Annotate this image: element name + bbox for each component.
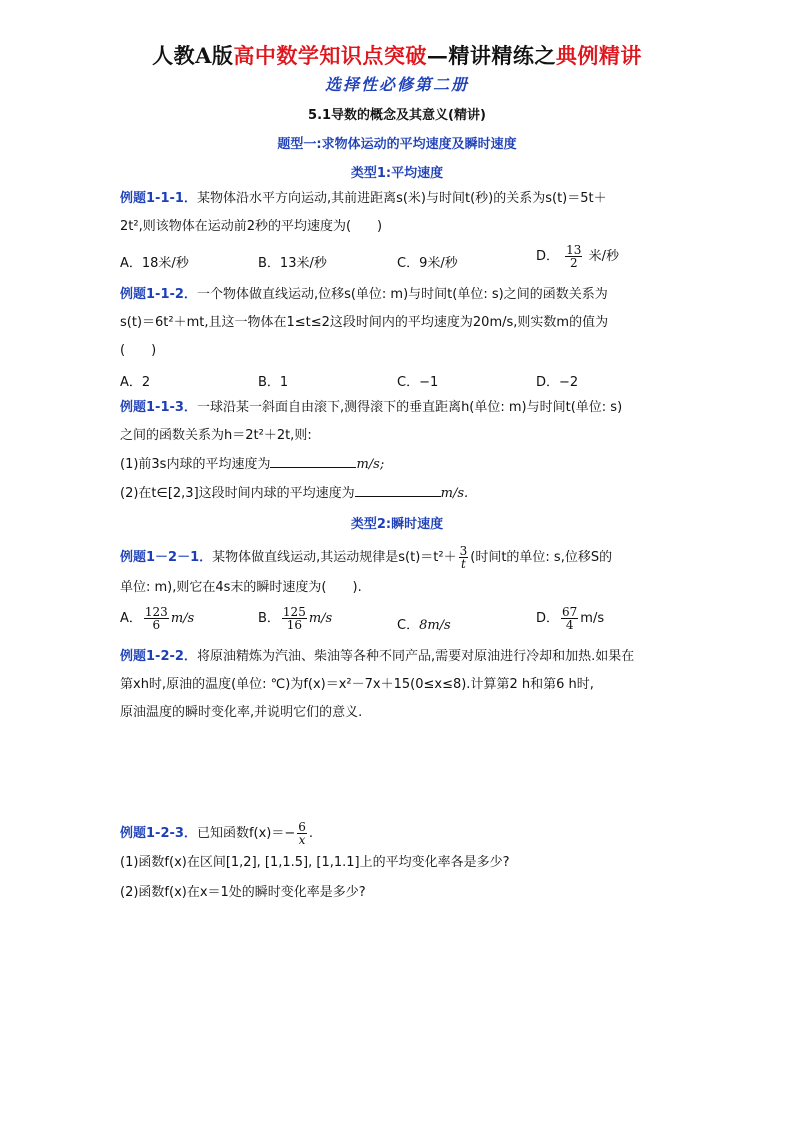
example-label: 例题1-1-2．	[120, 287, 197, 302]
option-unit: m/s	[580, 611, 605, 626]
option-a: A．18米/秒	[120, 256, 189, 271]
fraction-numerator: 6	[298, 820, 306, 834]
title-part-2: 高中数学知识点突破	[233, 43, 427, 68]
question-text: (1)前3s内球的平均速度为	[120, 457, 271, 472]
example-1-1-2-options	[0, 371, 794, 391]
example-text: 一球沿某一斜面自由滚下,测得滚下的垂直距离h(单位: m)与时间t(单位: s)	[196, 400, 623, 415]
document-title	[0, 40, 794, 70]
answer-unit: m/s;	[356, 457, 385, 472]
option-unit: 8m/s	[419, 618, 451, 633]
example-text: 某物体做直线运动,其运动规律是s(t)＝t²＋	[212, 550, 457, 565]
example-text-end: .	[308, 826, 314, 841]
example-1-2-2-line-2: 第xh时,原油的温度(单位: ℃)为f(x)＝x²－7x＋15(0≤x≤8).计算第2 h和第6 h时,	[120, 677, 594, 692]
option-fraction	[282, 606, 307, 631]
option-fraction	[561, 606, 578, 631]
example-label: 例题1-1-3．	[120, 400, 197, 415]
fraction-denominator: 4	[565, 618, 574, 632]
fraction-6-over-x	[297, 821, 307, 846]
option-letter: A．	[120, 611, 142, 626]
example-1-1-3-question-1	[120, 455, 384, 475]
example-label: 例题1-2-3．	[120, 826, 197, 841]
type-1-heading: 类型1:平均速度	[350, 166, 444, 181]
option-letter: B．	[258, 611, 280, 626]
fraction-denominator: 16	[286, 618, 303, 632]
option-d-unit: 米/秒	[588, 249, 619, 264]
example-1-2-3-line-1	[120, 821, 313, 846]
option-letter: C．	[397, 618, 420, 633]
document-subtitle: 选择性必修第二册	[324, 75, 469, 94]
section-title: 5.1导数的概念及其意义(精讲)	[308, 108, 486, 123]
option-b: B．1	[258, 375, 289, 390]
example-label: 例题1-1-1．	[120, 191, 197, 206]
fraction-denominator: 6	[152, 618, 161, 632]
option-a: A．2	[120, 375, 151, 390]
option-fraction	[144, 606, 169, 631]
example-1-2-3-question-2: (2)函数f(x)在x＝1处的瞬时变化率是多少?	[120, 885, 366, 900]
example-1-2-3-question-1: (1)函数f(x)在区间[1,2], [1,1.5], [1,1.1]上的平均变化率各是多少?	[120, 855, 510, 870]
fraction-denominator: t	[461, 557, 466, 571]
example-1-2-1-line-2: 单位: m),则它在4s末的瞬时速度为( ).	[120, 580, 362, 595]
example-1-1-1-line-1	[120, 189, 607, 209]
fraction-numerator: 125	[282, 605, 306, 619]
example-1-1-3-line-2: 之间的函数关系为h＝2t²＋2t,则:	[120, 428, 312, 443]
option-b: B．13米/秒	[258, 256, 327, 271]
example-1-1-2-line-2: s(t)＝6t²＋mt,且这一物体在1≤t≤2这段时间内的平均速度为20m/s,则实数m的值为	[120, 315, 609, 330]
fraction-numerator: 67	[562, 605, 578, 619]
option-d-fraction	[565, 244, 582, 269]
question-text: (2)在t∈[2,3]这段时间内球的平均速度为	[120, 486, 355, 501]
example-text: 某物体沿水平方向运动,其前进距离s(米)与时间t(秒)的关系为s(t)＝5t＋	[196, 191, 607, 206]
option-d: D．−2	[536, 375, 579, 390]
option-d-letter: D．	[536, 249, 560, 264]
title-part-1: 人教A版	[152, 43, 234, 68]
example-text-continued: (时间t的单位: s,位移S的	[470, 550, 613, 565]
option-c	[397, 614, 451, 633]
example-text: 将原油精炼为汽油、柴油等各种不同产品,需要对原油进行冷却和加热.如果在	[196, 649, 635, 664]
example-1-1-3-line-1	[120, 398, 622, 418]
example-1-2-1-line-1	[120, 545, 612, 570]
option-letter: D．	[536, 611, 560, 626]
fraction-numerator: 13	[566, 243, 582, 257]
title-part-4: 典例精讲	[555, 43, 642, 68]
fraction-denominator: 2	[569, 256, 578, 270]
section-heading: 题型一:求物体运动的平均速度及瞬时速度	[277, 137, 517, 152]
option-b	[258, 606, 332, 631]
example-1-1-1-line-2: 2t²,则该物体在运动前2秒的平均速度为( )	[120, 219, 383, 234]
example-1-2-2-line-3: 原油温度的瞬时变化率,并说明它们的意义.	[120, 705, 363, 720]
example-label: 例题1-2-2．	[120, 649, 197, 664]
answer-unit: m/s.	[440, 486, 469, 501]
fraction-3-over-t	[459, 545, 469, 570]
example-1-1-1-options	[0, 243, 794, 274]
example-text: 一个物体做直线运动,位移s(单位: m)与时间t(单位: s)之间的函数关系为	[196, 287, 608, 302]
option-d	[536, 244, 619, 269]
option-c: C．9米/秒	[397, 256, 458, 271]
answer-blank	[355, 484, 441, 497]
option-unit: m/s	[308, 611, 333, 626]
example-1-2-2-line-1	[120, 647, 634, 667]
option-d	[536, 606, 604, 631]
option-unit: m/s	[170, 611, 195, 626]
answer-blank	[270, 455, 356, 468]
example-1-2-1-options	[0, 606, 794, 640]
fraction-numerator: 123	[144, 605, 168, 619]
title-part-3: —精讲精练之	[426, 43, 556, 68]
type-2-heading: 类型2:瞬时速度	[350, 517, 444, 532]
example-1-1-2-line-1	[120, 285, 608, 305]
option-a	[120, 606, 194, 631]
fraction-denominator: x	[298, 833, 306, 847]
example-1-1-2-line-3: ( )	[120, 343, 157, 358]
example-text: 已知函数f(x)＝−	[196, 826, 296, 841]
example-label: 例题1－2－1．	[120, 550, 213, 565]
example-1-1-3-question-2	[120, 484, 468, 504]
fraction-numerator: 3	[459, 544, 468, 558]
option-c: C．−1	[397, 375, 439, 390]
